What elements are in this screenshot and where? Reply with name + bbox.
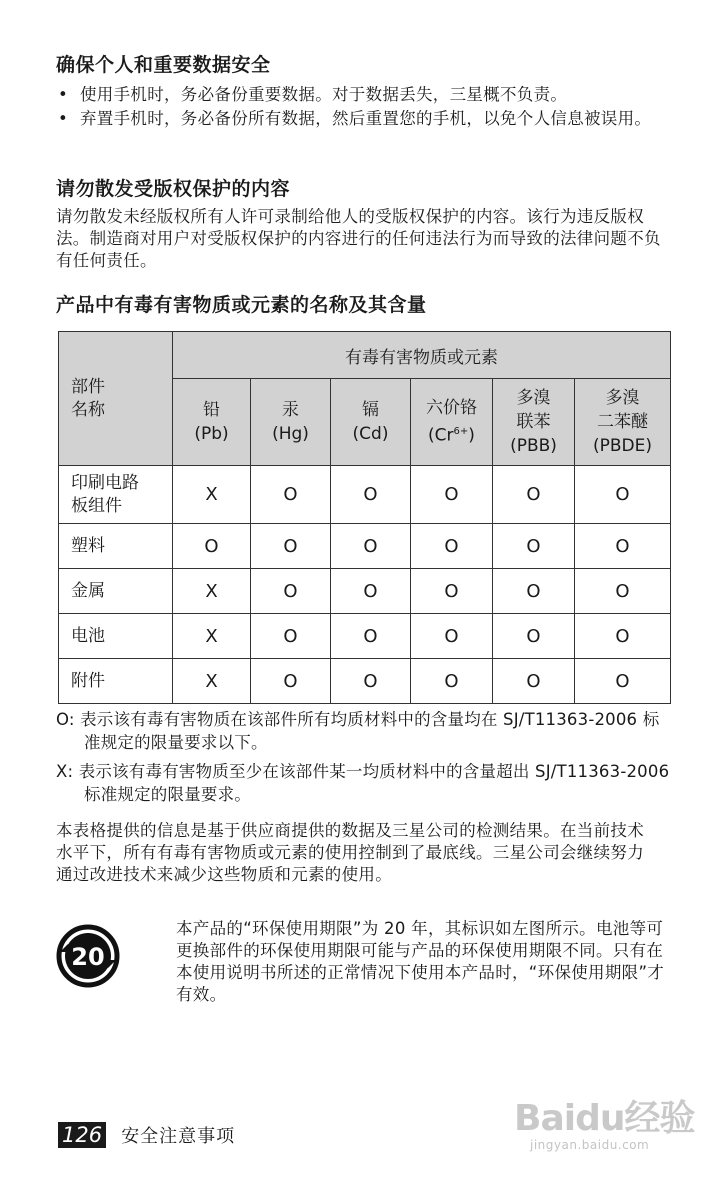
watermark-brand: Baidu经验 <box>514 1098 695 1139</box>
element-header-cd: 镉 (Cd) <box>331 379 411 466</box>
table-cell: O <box>251 614 331 659</box>
table-cell: O <box>411 466 493 524</box>
table-cell: O <box>575 524 671 569</box>
row-label: 印刷电路 板组件 <box>59 466 173 524</box>
substance-group-header: 有毒有害物质或元素 <box>173 332 671 379</box>
bullet-dot-icon: • <box>58 85 69 104</box>
bullet-list <box>56 84 670 130</box>
table-cell: O <box>251 524 331 569</box>
table-cell: O <box>331 524 411 569</box>
epup-20-years-icon <box>56 924 120 988</box>
part-name-header: 部件 名称 <box>59 332 173 466</box>
table-cell: O <box>493 466 575 524</box>
table-cell: O <box>493 659 575 704</box>
table-cell: O <box>575 614 671 659</box>
element-header-pbde: 多溴 二苯醚 (PBDE) <box>575 379 671 466</box>
table-row <box>59 614 671 659</box>
table-row <box>59 569 671 614</box>
section-title: 请勿散发受版权保护的内容 <box>56 178 291 200</box>
table-cell: O <box>251 569 331 614</box>
section-title: 确保个人和重要数据安全 <box>56 54 271 76</box>
bullet-item: • 使用手机时，务必备份重要数据。对于数据丢失，三星概不负责。 <box>58 85 568 104</box>
element-header-pb: 铅 (Pb) <box>173 379 251 466</box>
table-cell: O <box>173 524 251 569</box>
table-cell: O <box>575 569 671 614</box>
row-label: 电池 <box>59 614 173 659</box>
table-cell: O <box>251 466 331 524</box>
table-cell: O <box>575 466 671 524</box>
table-cell: X <box>173 659 251 704</box>
bullet-dot-icon: • <box>58 109 69 128</box>
bullet-item: • 弃置手机时，务必备份所有数据，然后重置您的手机，以免个人信息被误用。 <box>58 109 652 128</box>
note-o: O: 表示该有毒有害物质在该部件所有均质材料中的含量均在 SJ/T11363-2006 标准规定的限量要求以下。 <box>56 710 660 752</box>
table-cell: O <box>331 659 411 704</box>
table-cell: O <box>331 569 411 614</box>
element-header-pbb: 多溴 联苯 (PBB) <box>493 379 575 466</box>
table-cell: O <box>411 569 493 614</box>
table-cell: O <box>331 466 411 524</box>
row-label: 塑料 <box>59 524 173 569</box>
watermark-url: jingyan.baidu.com <box>530 1138 650 1152</box>
page-footer <box>58 1122 235 1150</box>
epup-block <box>56 918 670 1028</box>
table-cell: O <box>411 614 493 659</box>
table-cell: O <box>493 524 575 569</box>
table-row <box>59 466 671 524</box>
table-cell: O <box>411 659 493 704</box>
element-header-hg: 汞 (Hg) <box>251 379 331 466</box>
baidu-watermark <box>514 1082 704 1160</box>
table-cell: O <box>411 524 493 569</box>
data-safety-section <box>56 52 670 132</box>
table-notes <box>56 708 676 812</box>
row-label: 金属 <box>59 569 173 614</box>
table-cell: X <box>173 466 251 524</box>
element-header-cr6: 六价铬 $(Cr^{6+})$ <box>411 379 493 466</box>
hazard-section <box>56 292 670 318</box>
svg-text:20: 20 <box>71 943 105 971</box>
section-title: 产品中有毒有害物质或元素的名称及其含量 <box>56 294 427 316</box>
row-label: 附件 <box>59 659 173 704</box>
table-cell: X <box>173 569 251 614</box>
table-row <box>59 524 671 569</box>
table-cell: O <box>493 569 575 614</box>
page-number: 126 <box>58 1122 106 1148</box>
hazardous-substances-table <box>58 331 671 704</box>
copyright-section <box>56 176 670 272</box>
table-cell: X <box>173 614 251 659</box>
footer-title: 安全注意事项 <box>121 1126 236 1147</box>
table-description: 本表格提供的信息是基于供应商提供的数据及三星公司的检测结果。在当前技术水平下，所有有毒有害物质或元素的使用控制到了最底线。三星公司会继续努力通过改进技术来减少这些物质和元素的使用。 <box>56 821 644 884</box>
section-body: 请勿散发未经版权所有人许可录制给他人的受版权保护的内容。该行为违反版权法。制造商对用户对受版权保护的内容进行的任何违法行为而导致的法律问题不负有任何责任。 <box>56 207 661 270</box>
table-cell: O <box>493 614 575 659</box>
table-cell: O <box>575 659 671 704</box>
note-x: X: 表示该有毒有害物质至少在该部件某一均质材料中的含量超出 SJ/T11363-2006 标准规定的限量要求。 <box>56 762 670 804</box>
table-cell: O <box>331 614 411 659</box>
table-row <box>59 659 671 704</box>
table-cell: O <box>251 659 331 704</box>
epup-text: 本产品的“环保使用期限”为 20 年，其标识如左图所示。电池等可更换部件的环保使用期限可能与产品的环保使用期限不同。只有在本使用说明书所述的正常情况下使用本产品时，“环保使用期限”才有效。 <box>176 919 665 1004</box>
